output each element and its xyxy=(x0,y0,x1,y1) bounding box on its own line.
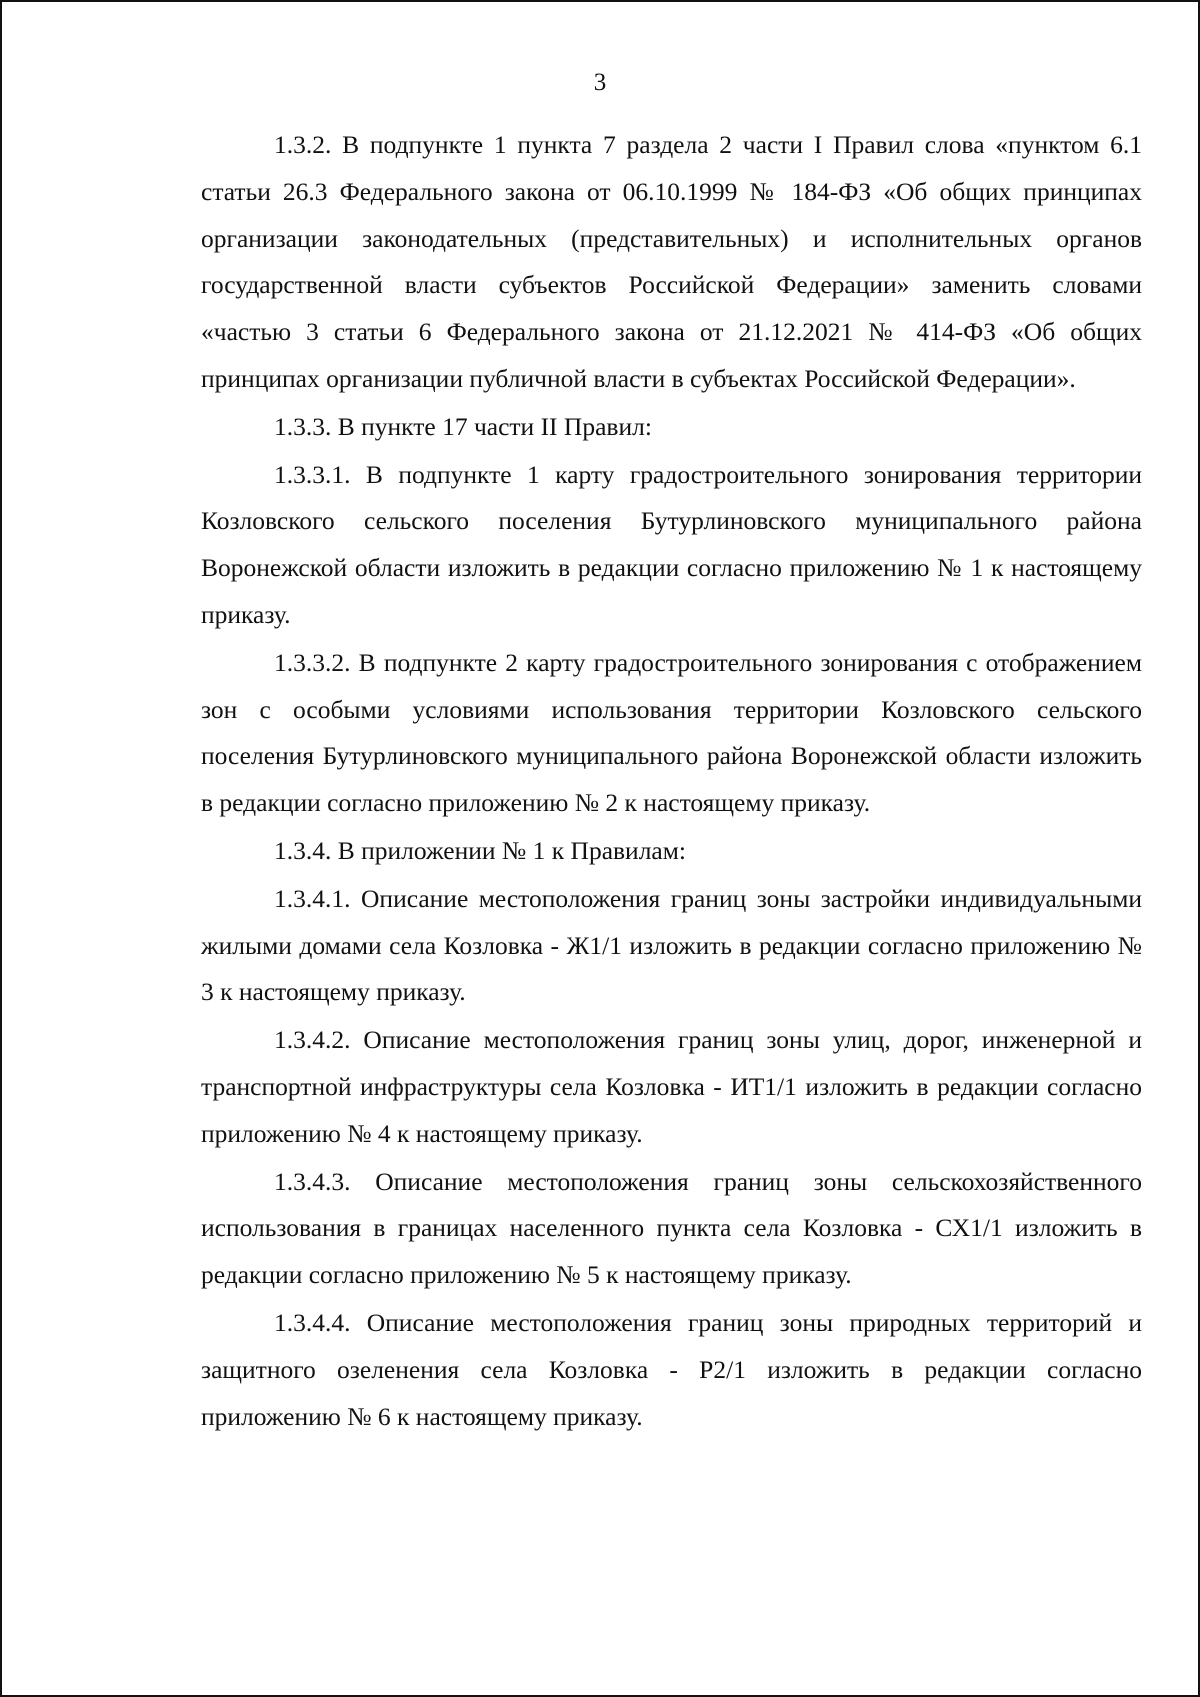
paragraph-1-3-3: 1.3.3. В пункте 17 части II Правил: xyxy=(274,411,652,441)
document-body xyxy=(201,122,1142,1441)
paragraph-1-3-4-4: 1.3.4.4. Описание местоположения границ зоны природных территорий и защитного озеленения села Козловка - Р2/1 изложить в редакции согласно приложению № 6 к настоящему приказу. xyxy=(201,1307,1142,1431)
paragraph-1-3-3-1: 1.3.3.1. В подпункте 1 карту градостроительного зонирования территории Козловского сельского поселения Бутурлиновского муниципального района Воронежской области изложить в редакции согласно приложению № 1 к настоящему приказу. xyxy=(201,459,1142,629)
paragraph-1-3-4-2: 1.3.4.2. Описание местоположения границ зоны улиц, дорог, инженерной и транспортной инфраструктуры села Козловка - ИТ1/1 изложить в редакции согласно приложению № 4 к настоящему приказу. xyxy=(201,1025,1142,1148)
paragraph-1-3-3-2: 1.3.3.2. В подпункте 2 карту градостроительного зонирования с отображением зон с особыми условиями использования территории Козловского сельского поселения Бутурлиновского муниципального района Воронежской области изложить в редакции согласно приложению № 2 к настоящему приказу. xyxy=(201,647,1142,818)
page-number: 3 xyxy=(593,69,607,96)
paragraph-1-3-4: 1.3.4. В приложении № 1 к Правилам: xyxy=(274,835,686,865)
paragraph-1-3-2: 1.3.2. В подпункте 1 пункта 7 раздела 2 части I Правил слова «пунктом 6.1 статьи 26.3 Федерального закона от 06.10.1999 № 184-ФЗ «Об общих принципах организации законодательных (представительных) и исполнительных органов государственной власти субъектов Российской Федерации» заменить словами «частью 3 статьи 6 Федерального закона от 21.12.2021 № 414-ФЗ «Об общих принципах организации публичной власти в субъектах Российской Федерации». xyxy=(201,130,1142,393)
paragraph-1-3-4-1: 1.3.4.1. Описание местоположения границ зоны застройки индивидуальными жилыми домами села Козловка - Ж1/1 изложить в редакции согласно приложению № 3 к настоящему приказу. xyxy=(201,883,1142,1007)
paragraph-1-3-4-3: 1.3.4.3. Описание местоположения границ зоны сельскохозяйственного использования в границах населенного пункта села Козловка - СХ1/1 изложить в редакции согласно приложению № 5 к настоящему приказу. xyxy=(201,1166,1142,1290)
